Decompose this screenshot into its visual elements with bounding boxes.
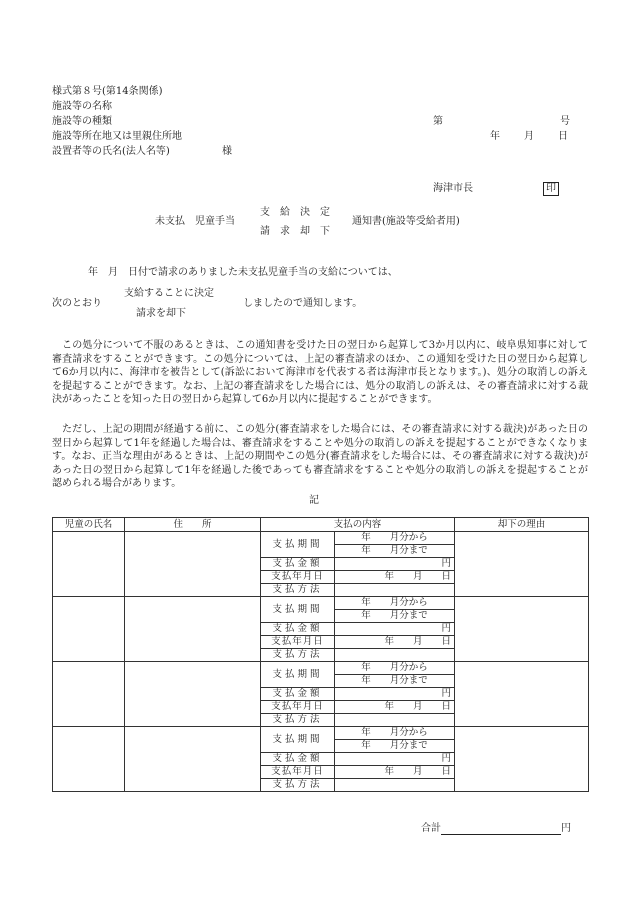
appeal-paragraph-1: この処分について不服のあるときは、この通知書を受けた日の翌日から起算して3か月以内に、岐阜県知事に対して審査請求をすることができます。この処分については、上記の審査請求のほか、この通知を受けた日の翌日から起算して6か月以内に、海津市を被告として(訴訟において海津市を代表する者は海津市長となります。)、処分の取消しの訴えを提起することができます。なお、上記の審査請求をした場合には、処分の取消しの訴えは、その審査請求に対する裁決があったことを知った日の翌日から起算して6か月以内に提起することができます。 bbox=[52, 340, 588, 406]
facility-name-label: 施設等の名称 bbox=[52, 101, 112, 112]
total-input-line[interactable] bbox=[441, 823, 561, 835]
date-label: 支払年月日 bbox=[261, 766, 335, 779]
rejection-reason-cell[interactable] bbox=[455, 727, 589, 792]
body-option-pay: 支給することに決定 bbox=[124, 288, 214, 299]
notice-title-option-rejection: 請 求 却 下 bbox=[260, 226, 330, 237]
body-line-1: 年 月 日付で請求のありました未支払児童手当の支給については、 bbox=[88, 267, 398, 278]
body-line-2-prefix: 次のとおり bbox=[52, 298, 102, 309]
date-cell[interactable]: 年 月 日 bbox=[335, 701, 455, 714]
rejection-reason-cell[interactable] bbox=[455, 597, 589, 662]
notice-title-option-decision: 支 給 決 定 bbox=[260, 207, 330, 218]
period-from-cell[interactable]: 年 月分から bbox=[335, 597, 455, 610]
rejection-reason-cell[interactable] bbox=[455, 532, 589, 597]
amount-label: 支払金額 bbox=[261, 558, 335, 571]
method-label: 支払方法 bbox=[261, 649, 335, 662]
issuer-name: 海津市長 bbox=[433, 183, 473, 194]
method-cell[interactable] bbox=[335, 714, 455, 727]
total-row bbox=[421, 823, 571, 835]
child-name-cell[interactable] bbox=[53, 662, 125, 727]
date-cell[interactable]: 年 月 日 bbox=[335, 571, 455, 584]
period-label: 支払期間 bbox=[261, 727, 335, 753]
facility-address-label: 施設等所在地又は里親住所地 bbox=[52, 131, 182, 142]
notice-title-suffix: 通知書(施設等受給者用) bbox=[352, 216, 460, 227]
date-year: 年 bbox=[490, 131, 500, 142]
date-label: 支払年月日 bbox=[261, 701, 335, 714]
payment-record-table bbox=[52, 517, 589, 792]
period-label: 支払期間 bbox=[261, 662, 335, 688]
seal-mark: 印 bbox=[543, 182, 559, 196]
period-from-cell[interactable]: 年 月分から bbox=[335, 532, 455, 545]
amount-cell[interactable]: 円 bbox=[335, 623, 455, 636]
method-cell[interactable] bbox=[335, 779, 455, 792]
table-row bbox=[53, 597, 589, 610]
founder-label: 設置者等の氏名(法人名等) bbox=[52, 146, 170, 157]
date-label: 支払年月日 bbox=[261, 636, 335, 649]
method-label: 支払方法 bbox=[261, 584, 335, 597]
date-cell[interactable]: 年 月 日 bbox=[335, 636, 455, 649]
period-to-cell[interactable]: 年 月分まで bbox=[335, 675, 455, 688]
table-row bbox=[53, 727, 589, 740]
body-line-2-suffix: しましたので通知します。 bbox=[243, 298, 363, 309]
address-cell[interactable] bbox=[125, 727, 261, 792]
period-label: 支払期間 bbox=[261, 532, 335, 558]
header-address: 住 所 bbox=[125, 518, 261, 532]
amount-cell[interactable]: 円 bbox=[335, 688, 455, 701]
number-prefix: 第 bbox=[433, 116, 443, 127]
notice-title-prefix: 未支払 児童手当 bbox=[155, 216, 235, 227]
period-from-cell[interactable]: 年 月分から bbox=[335, 662, 455, 675]
record-heading: 記 bbox=[309, 495, 319, 506]
address-cell[interactable] bbox=[125, 532, 261, 597]
number-suffix: 号 bbox=[560, 116, 570, 127]
period-to-cell[interactable]: 年 月分まで bbox=[335, 610, 455, 623]
child-name-cell[interactable] bbox=[53, 727, 125, 792]
table-row bbox=[53, 532, 589, 545]
period-to-cell[interactable]: 年 月分まで bbox=[335, 545, 455, 558]
table-row bbox=[53, 662, 589, 675]
amount-cell[interactable]: 円 bbox=[335, 753, 455, 766]
facility-type-label: 施設等の種類 bbox=[52, 116, 112, 127]
method-cell[interactable] bbox=[335, 649, 455, 662]
period-to-cell[interactable]: 年 月分まで bbox=[335, 740, 455, 753]
address-cell[interactable] bbox=[125, 662, 261, 727]
form-number: 様式第８号(第14条関係) bbox=[52, 86, 163, 97]
amount-label: 支払金額 bbox=[261, 623, 335, 636]
body-option-reject: 請求を却下 bbox=[136, 308, 186, 319]
method-label: 支払方法 bbox=[261, 714, 335, 727]
period-from-cell[interactable]: 年 月分から bbox=[335, 727, 455, 740]
date-label: 支払年月日 bbox=[261, 571, 335, 584]
rejection-reason-cell[interactable] bbox=[455, 662, 589, 727]
date-cell[interactable]: 年 月 日 bbox=[335, 766, 455, 779]
method-label: 支払方法 bbox=[261, 779, 335, 792]
header-child-name: 児童の氏名 bbox=[53, 518, 125, 532]
header-payment-content: 支払の内容 bbox=[261, 518, 455, 532]
date-day: 日 bbox=[558, 131, 568, 142]
appeal-paragraph-2: ただし、上記の期間が経過する前に、この処分(審査請求をした場合には、その審査請求に対する裁決)があった日の翌日から起算して1年を経過した場合は、審査請求をすることや処分の取消しの訴えを提起することができなくなります。なお、正当な理由があるときは、上記の期間やこの処分(審査請求をした場合には、その審査請求に対する裁決)があった日の翌日から起算して1年を経過した後であっても審査請求をすることや処分の取消しの訴えを提起することが認められる場合があります。 bbox=[52, 424, 588, 490]
table-header-row bbox=[53, 518, 589, 532]
date-month: 月 bbox=[524, 131, 534, 142]
founder-honorific: 様 bbox=[222, 146, 232, 157]
child-name-cell[interactable] bbox=[53, 532, 125, 597]
amount-cell[interactable]: 円 bbox=[335, 558, 455, 571]
amount-label: 支払金額 bbox=[261, 688, 335, 701]
child-name-cell[interactable] bbox=[53, 597, 125, 662]
total-label: 合計 bbox=[421, 823, 441, 834]
method-cell[interactable] bbox=[335, 584, 455, 597]
header-rejection-reason: 却下の理由 bbox=[455, 518, 589, 532]
address-cell[interactable] bbox=[125, 597, 261, 662]
period-label: 支払期間 bbox=[261, 597, 335, 623]
amount-label: 支払金額 bbox=[261, 753, 335, 766]
total-unit: 円 bbox=[561, 823, 571, 834]
